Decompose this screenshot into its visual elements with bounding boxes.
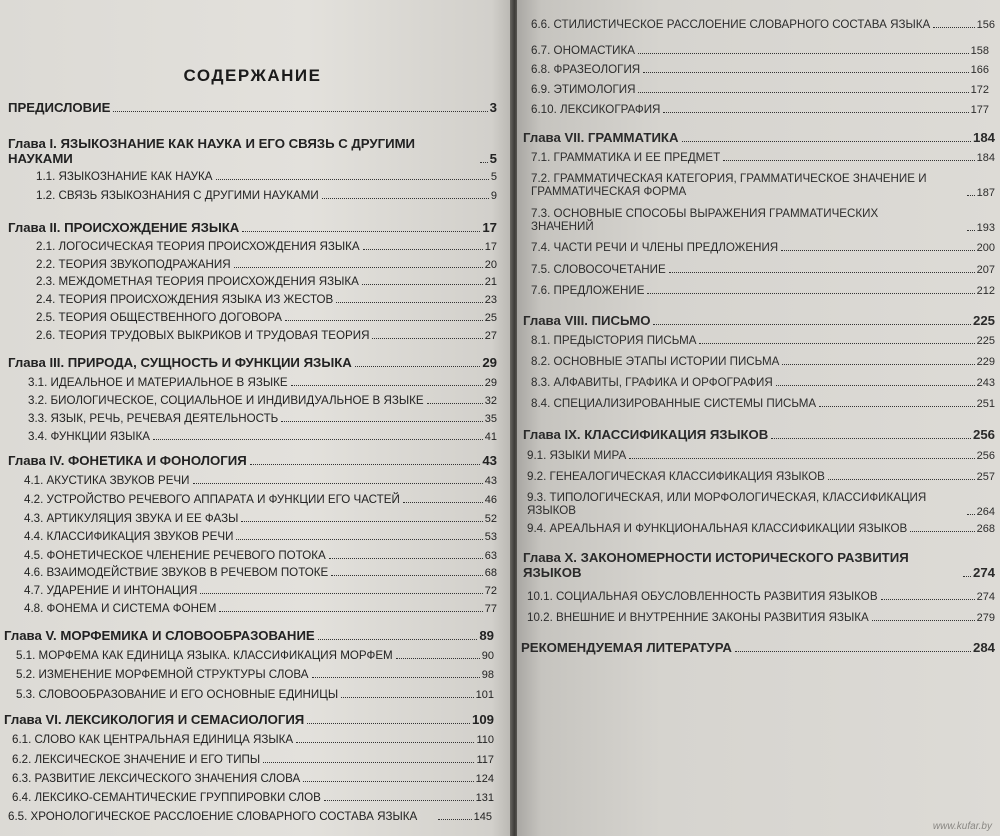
toc-entry-title: 4.6. ВЗАИМОДЕЙСТВИЕ ЗВУКОВ В РЕЧЕВОМ ПОТОКЕ bbox=[24, 566, 329, 579]
toc-page-number: 101 bbox=[475, 689, 494, 702]
toc-section bbox=[527, 470, 995, 483]
toc-section bbox=[36, 258, 497, 271]
toc-section bbox=[8, 810, 492, 823]
toc-section bbox=[527, 611, 995, 624]
toc-entry-title: 4.7. УДАРЕНИЕ И ИНТОНАЦИЯ bbox=[24, 584, 198, 597]
toc-page-number: 184 bbox=[972, 130, 995, 146]
dot-leader bbox=[682, 140, 971, 142]
toc-page-number: 172 bbox=[970, 84, 989, 97]
dot-leader bbox=[242, 230, 480, 232]
toc-entry-title: 1.1. ЯЗЫКОЗНАНИЕ КАК НАУКА bbox=[36, 170, 213, 183]
toc-entry-title: 6.6. СТИЛИСТИЧЕСКОЕ РАССЛОЕНИЕ СЛОВАРНОГО СОСТАВА ЯЗЫКА bbox=[531, 18, 931, 31]
dot-leader bbox=[819, 405, 974, 407]
toc-section bbox=[24, 584, 497, 597]
toc-entry-title: 3.1. ИДЕАЛЬНОЕ И МАТЕРИАЛЬНОЕ В ЯЗЫКЕ bbox=[28, 376, 288, 389]
toc-page-number: 63 bbox=[484, 550, 497, 563]
toc-entry-title: 2.2. ТЕОРИЯ ЗВУКОПОДРАЖАНИЯ bbox=[36, 258, 231, 271]
toc-section bbox=[36, 293, 497, 306]
toc-section bbox=[531, 355, 995, 368]
watermark: www.kufar.by bbox=[932, 821, 992, 832]
toc-entry-title: 6.7. ОНОМАСТИКА bbox=[531, 44, 635, 57]
dot-leader bbox=[372, 337, 482, 339]
toc-section bbox=[24, 474, 497, 487]
toc-page-number: 98 bbox=[481, 669, 494, 682]
toc-section bbox=[24, 566, 497, 579]
toc-page-number: 3 bbox=[489, 100, 497, 116]
toc-page-number: 284 bbox=[972, 640, 995, 656]
toc-page-number: 124 bbox=[475, 773, 494, 786]
dot-leader bbox=[303, 780, 473, 782]
toc-page-number: 35 bbox=[484, 413, 497, 426]
toc-page-number: 17 bbox=[482, 220, 497, 236]
toc-page-number: 264 bbox=[976, 505, 995, 518]
toc-page-number: 77 bbox=[484, 603, 497, 616]
toc-entry-title: 8.2. ОСНОВНЫЕ ЭТАПЫ ИСТОРИИ ПИСЬМА bbox=[531, 355, 780, 368]
toc-entry-title: Глава V. МОРФЕМИКА И СЛОВООБРАЗОВАНИЕ bbox=[4, 628, 315, 643]
dot-leader bbox=[281, 420, 482, 422]
toc-entry-title: 7.4. ЧАСТИ РЕЧИ И ЧЛЕНЫ ПРЕДЛОЖЕНИЯ bbox=[531, 241, 779, 254]
toc-section bbox=[28, 412, 497, 425]
dot-leader bbox=[967, 513, 975, 515]
dot-leader bbox=[355, 365, 481, 367]
toc-chapter bbox=[8, 220, 497, 235]
toc-entry-title: 9.4. АРЕАЛЬНАЯ И ФУНКЦИОНАЛЬНАЯ КЛАССИФИКАЦИИ ЯЗЫКОВ bbox=[527, 522, 908, 535]
toc-section bbox=[28, 394, 497, 407]
dot-leader bbox=[324, 799, 474, 801]
toc-page-number: 207 bbox=[976, 264, 995, 277]
toc-section bbox=[16, 668, 494, 681]
dot-leader bbox=[312, 676, 480, 678]
toc-section bbox=[12, 791, 494, 804]
toc-entry-title: 2.1. ЛОГОСИЧЕСКАЯ ТЕОРИЯ ПРОИСХОЖДЕНИЯ ЯЗЫКА bbox=[36, 240, 360, 253]
toc-page-number: 72 bbox=[484, 585, 497, 598]
toc-page-number: 53 bbox=[484, 531, 497, 544]
toc-page-number: 200 bbox=[976, 242, 995, 255]
toc-chapter bbox=[8, 100, 497, 115]
toc-page-number: 29 bbox=[484, 377, 497, 390]
toc-entry-title: 6.3. РАЗВИТИЕ ЛЕКСИЧЕСКОГО ЗНАЧЕНИЯ СЛОВА bbox=[12, 772, 301, 785]
dot-leader bbox=[263, 761, 474, 763]
toc-page-number: 229 bbox=[976, 356, 995, 369]
dot-leader bbox=[872, 619, 975, 621]
toc-entry-title: 10.1. СОЦИАЛЬНАЯ ОБУСЛОВЛЕННОСТЬ РАЗВИТИЯ ЯЗЫКОВ bbox=[527, 590, 878, 603]
toc-chapter bbox=[523, 130, 995, 145]
toc-page-number: 5 bbox=[489, 151, 497, 167]
toc-page-number: 21 bbox=[484, 276, 497, 289]
dot-leader bbox=[782, 363, 974, 365]
right-page bbox=[517, 0, 1000, 836]
dot-leader bbox=[322, 197, 489, 199]
dot-leader bbox=[967, 229, 975, 231]
toc-entry-title: Глава II. ПРОИСХОЖДЕНИЕ ЯЗЫКА bbox=[8, 220, 240, 235]
toc-entry-title: 6.4. ЛЕКСИКО-СЕМАНТИЧЕСКИЕ ГРУППИРОВКИ СЛОВ bbox=[12, 791, 321, 804]
toc-entry-title: Глава X. ЗАКОНОМЕРНОСТИ ИСТОРИЧЕСКОГО РАЗВИТИЯ ЯЗЫКОВ bbox=[523, 550, 909, 581]
toc-section bbox=[12, 772, 494, 785]
dot-leader bbox=[341, 696, 474, 698]
toc-chapter bbox=[8, 453, 497, 468]
toc-entry-title: 3.2. БИОЛОГИЧЕСКОЕ, СОЦИАЛЬНОЕ И ИНДИВИДУАЛЬНОЕ В ЯЗЫКЕ bbox=[28, 394, 424, 407]
toc-entry-title: Глава VIII. ПИСЬМО bbox=[523, 313, 651, 328]
toc-entry-title: 3.4. ФУНКЦИИ ЯЗЫКА bbox=[28, 430, 150, 443]
toc-section bbox=[24, 493, 497, 506]
dot-leader bbox=[216, 178, 489, 180]
toc-entry-title: 4.5. ФОНЕТИЧЕСКОЕ ЧЛЕНЕНИЕ РЕЧЕВОГО ПОТОКА bbox=[24, 549, 326, 562]
toc-entry-title: Глава VI. ЛЕКСИКОЛОГИЯ И СЕМАСИОЛОГИЯ bbox=[4, 712, 305, 727]
dot-leader bbox=[427, 402, 483, 404]
toc-entry-title: 3.3. ЯЗЫК, РЕЧЬ, РЕЧЕВАЯ ДЕЯТЕЛЬНОСТЬ bbox=[28, 412, 279, 425]
toc-entry-title: 7.3. ОСНОВНЫЕ СПОСОБЫ ВЫРАЖЕНИЯ ГРАММАТИЧЕСКИХ ЗНАЧЕНИЙ bbox=[531, 207, 879, 234]
dot-leader bbox=[438, 818, 471, 820]
dot-leader bbox=[331, 574, 482, 576]
toc-page-number: 89 bbox=[479, 628, 494, 644]
toc-entry-title: 1.2. СВЯЗЬ ЯЗЫКОЗНАНИЯ С ДРУГИМИ НАУКАМИ bbox=[36, 189, 319, 202]
toc-page-number: 52 bbox=[484, 513, 497, 526]
dot-leader bbox=[781, 249, 974, 251]
dot-leader bbox=[307, 722, 470, 724]
toc-section bbox=[527, 590, 995, 603]
toc-section bbox=[12, 753, 494, 766]
toc-section bbox=[531, 397, 995, 410]
dot-leader bbox=[329, 557, 483, 559]
toc-page-number: 251 bbox=[976, 398, 995, 411]
dot-leader bbox=[629, 457, 974, 459]
toc-entry-title: 4.3. АРТИКУЛЯЦИЯ ЗВУКА И ЕЕ ФАЗЫ bbox=[24, 512, 239, 525]
toc-entry-title: 6.2. ЛЕКСИЧЕСКОЕ ЗНАЧЕНИЕ И ЕГО ТИПЫ bbox=[12, 753, 261, 766]
toc-section bbox=[531, 376, 995, 389]
toc-page-number: 274 bbox=[972, 565, 995, 581]
toc-entry-title: 4.2. УСТРОЙСТВО РЕЧЕВОГО АППАРАТА И ФУНКЦИИ ЕГО ЧАСТЕЙ bbox=[24, 493, 400, 506]
toc-section bbox=[527, 491, 995, 518]
toc-entry-title: Глава IV. ФОНЕТИКА И ФОНОЛОГИЯ bbox=[8, 453, 247, 468]
dot-leader bbox=[735, 650, 971, 652]
toc-entry-title: 6.8. ФРАЗЕОЛОГИЯ bbox=[531, 63, 641, 76]
toc-section bbox=[12, 733, 494, 746]
toc-section bbox=[36, 311, 497, 324]
toc-page-number: 184 bbox=[976, 152, 995, 165]
dot-leader bbox=[291, 384, 483, 386]
dot-leader bbox=[723, 159, 974, 161]
toc-entry-title: 9.2. ГЕНЕАЛОГИЧЕСКАЯ КЛАССИФИКАЦИЯ ЯЗЫКОВ bbox=[527, 470, 825, 483]
toc-chapter bbox=[523, 550, 995, 580]
toc-entry-title: 7.2. ГРАММАТИЧЕСКАЯ КАТЕГОРИЯ, ГРАММАТИЧЕСКОЕ ЗНАЧЕНИЕ И ГРАММАТИЧЕСКАЯ ФОРМА bbox=[531, 172, 927, 199]
toc-page-number: 225 bbox=[972, 313, 995, 329]
toc-entry-title: Глава VII. ГРАММАТИКА bbox=[523, 130, 679, 145]
toc-chapter bbox=[523, 427, 995, 442]
dot-leader bbox=[234, 266, 483, 268]
toc-entry-title: 7.1. ГРАММАТИКА И ЕЕ ПРЕДМЕТ bbox=[531, 151, 721, 164]
toc-section bbox=[527, 449, 995, 462]
toc-section bbox=[527, 522, 995, 535]
toc-entry-title: 2.5. ТЕОРИЯ ОБЩЕСТВЕННОГО ДОГОВОРА bbox=[36, 311, 283, 324]
dot-leader bbox=[285, 319, 483, 321]
toc-section bbox=[531, 44, 989, 57]
toc-chapter bbox=[8, 355, 497, 370]
toc-page-number: 20 bbox=[484, 259, 497, 272]
toc-section bbox=[531, 172, 995, 199]
toc-page-number: 117 bbox=[476, 754, 494, 767]
toc-section bbox=[16, 688, 494, 701]
toc-page-number: 23 bbox=[484, 294, 497, 307]
toc-entry-title: 2.6. ТЕОРИЯ ТРУДОВЫХ ВЫКРИКОВ И ТРУДОВАЯ ТЕОРИЯ bbox=[36, 329, 370, 342]
toc-entry-title: 5.2. ИЗМЕНЕНИЕ МОРФЕМНОЙ СТРУКТУРЫ СЛОВА bbox=[16, 668, 309, 681]
dot-leader bbox=[638, 52, 969, 54]
toc-page-number: 257 bbox=[976, 471, 995, 484]
toc-page-number: 256 bbox=[972, 427, 995, 443]
toc-page-number: 5 bbox=[490, 171, 497, 184]
toc-section bbox=[531, 18, 995, 31]
toc-page-number: 32 bbox=[484, 395, 497, 408]
toc-title: СОДЕРЖАНИЕ bbox=[183, 66, 322, 85]
toc-section bbox=[531, 284, 995, 297]
toc-page-number: 68 bbox=[484, 567, 497, 580]
toc-page-number: 177 bbox=[970, 104, 989, 117]
toc-chapter bbox=[4, 628, 494, 643]
toc-section bbox=[531, 103, 989, 116]
dot-leader bbox=[362, 283, 483, 285]
dot-leader bbox=[647, 292, 974, 294]
toc-entry-title: Глава III. ПРИРОДА, СУЩНОСТЬ И ФУНКЦИИ ЯЗЫКА bbox=[8, 355, 352, 370]
dot-leader bbox=[480, 161, 488, 163]
toc-page-number: 256 bbox=[976, 450, 995, 463]
toc-section bbox=[36, 189, 497, 202]
toc-page-number: 187 bbox=[976, 186, 995, 199]
dot-leader bbox=[363, 248, 483, 250]
dot-leader bbox=[236, 538, 482, 540]
toc-section bbox=[16, 649, 494, 662]
toc-right-column bbox=[517, 0, 1000, 836]
dot-leader bbox=[296, 741, 474, 743]
toc-entry-title: 6.9. ЭТИМОЛОГИЯ bbox=[531, 83, 636, 96]
toc-page-number: 225 bbox=[976, 335, 995, 348]
toc-entry-title: РЕКОМЕНДУЕМАЯ ЛИТЕРАТУРА bbox=[521, 640, 732, 655]
toc-chapter bbox=[4, 712, 494, 727]
toc-page-number: 41 bbox=[484, 431, 497, 444]
toc-page-number: 279 bbox=[976, 612, 995, 625]
toc-entry-title: 9.3. ТИПОЛОГИЧЕСКАЯ, ИЛИ МОРФОЛОГИЧЕСКАЯ, КЛАССИФИКАЦИЯ ЯЗЫКОВ bbox=[527, 491, 927, 518]
toc-chapter bbox=[521, 640, 995, 655]
toc-entry-title: Глава IX. КЛАССИФИКАЦИЯ ЯЗЫКОВ bbox=[523, 427, 769, 442]
toc-entry-title: 8.3. АЛФАВИТЫ, ГРАФИКА И ОРФОГРАФИЯ bbox=[531, 376, 773, 389]
toc-entry-title: 5.1. МОРФЕМА КАК ЕДИНИЦА ЯЗЫКА. КЛАССИФИКАЦИЯ МОРФЕМ bbox=[16, 649, 393, 662]
toc-entry-title: 4.1. АКУСТИКА ЗВУКОВ РЕЧИ bbox=[24, 474, 190, 487]
toc-section bbox=[531, 63, 989, 76]
toc-section bbox=[36, 240, 497, 253]
toc-page-number: 166 bbox=[970, 64, 989, 77]
dot-leader bbox=[318, 638, 478, 640]
toc-section bbox=[36, 329, 497, 342]
toc-page-number: 131 bbox=[475, 792, 494, 805]
toc-entry-title: 6.1. СЛОВО КАК ЦЕНТРАЛЬНАЯ ЕДИНИЦА ЯЗЫКА bbox=[12, 733, 294, 746]
toc-section bbox=[36, 275, 497, 288]
toc-section bbox=[24, 530, 497, 543]
toc-page-number: 29 bbox=[482, 355, 497, 371]
dot-leader bbox=[336, 301, 482, 303]
toc-entry-title: 2.3. МЕЖДОМЕТНАЯ ТЕОРИЯ ПРОИСХОЖДЕНИЯ ЯЗЫКА bbox=[36, 275, 359, 288]
toc-entry-title: 8.1. ПРЕДЫСТОРИЯ ПИСЬМА bbox=[531, 334, 697, 347]
toc-page-number: 27 bbox=[484, 330, 497, 343]
dot-leader bbox=[910, 530, 974, 532]
toc-entry-title: 2.4. ТЕОРИЯ ПРОИСХОЖДЕНИЯ ЯЗЫКА ИЗ ЖЕСТОВ bbox=[36, 293, 334, 306]
dot-leader bbox=[396, 657, 480, 659]
dot-leader bbox=[663, 111, 968, 113]
toc-page-number: 274 bbox=[976, 591, 995, 604]
toc-page-number: 243 bbox=[976, 377, 995, 390]
toc-entry-title: 7.6. ПРЕДЛОЖЕНИЕ bbox=[531, 284, 645, 297]
toc-entry-title: 4.4. КЛАССИФИКАЦИЯ ЗВУКОВ РЕЧИ bbox=[24, 530, 234, 543]
toc-chapter bbox=[523, 313, 995, 328]
toc-section bbox=[28, 376, 497, 389]
toc-page-number: 158 bbox=[970, 45, 989, 58]
dot-leader bbox=[403, 501, 483, 503]
toc-entry-title: Глава I. ЯЗЫКОЗНАНИЕ КАК НАУКА И ЕГО СВЯЗЬ С ДРУГИМИ НАУКАМИ bbox=[8, 136, 416, 167]
toc-section bbox=[531, 151, 995, 164]
dot-leader bbox=[241, 520, 482, 522]
toc-entry-title: 7.5. СЛОВОСОЧЕТАНИЕ bbox=[531, 263, 666, 276]
toc-page-number: 110 bbox=[476, 734, 494, 747]
toc-page-number: 43 bbox=[482, 453, 497, 469]
toc-page-number: 109 bbox=[471, 712, 494, 728]
toc-entry-title: 10.2. ВНЕШНИЕ И ВНУТРЕННИЕ ЗАКОНЫ РАЗВИТИЯ ЯЗЫКА bbox=[527, 611, 869, 624]
toc-section bbox=[531, 83, 989, 96]
toc-entry-title: 4.8. ФОНЕМА И СИСТЕМА ФОНЕМ bbox=[24, 602, 217, 615]
toc-section bbox=[24, 602, 497, 615]
toc-section bbox=[531, 207, 995, 234]
dot-leader bbox=[638, 91, 968, 93]
toc-page-number: 46 bbox=[484, 494, 497, 507]
toc-page-number: 90 bbox=[481, 650, 494, 663]
toc-section bbox=[531, 241, 995, 254]
dot-leader bbox=[643, 71, 968, 73]
dot-leader bbox=[219, 610, 482, 612]
dot-leader bbox=[881, 598, 975, 600]
toc-page-number: 9 bbox=[490, 190, 497, 203]
dot-leader bbox=[776, 384, 975, 386]
dot-leader bbox=[153, 438, 483, 440]
toc-section bbox=[24, 549, 497, 562]
toc-section bbox=[24, 512, 497, 525]
dot-leader bbox=[699, 342, 974, 344]
toc-page-number: 268 bbox=[976, 523, 995, 536]
toc-page-number: 212 bbox=[976, 285, 995, 298]
toc-entry-title: 9.1. ЯЗЫКИ МИРА bbox=[527, 449, 627, 462]
toc-page-number: 43 bbox=[484, 475, 497, 488]
dot-leader bbox=[828, 478, 975, 480]
dot-leader bbox=[113, 110, 487, 112]
toc-entry-title: 5.3. СЛОВООБРАЗОВАНИЕ И ЕГО ОСНОВНЫЕ ЕДИНИЦЫ bbox=[16, 688, 339, 701]
toc-entry-title: ПРЕДИСЛОВИЕ bbox=[8, 100, 111, 115]
toc-page-number: 17 bbox=[484, 241, 497, 254]
toc-chapter bbox=[8, 136, 497, 166]
dot-leader bbox=[200, 592, 482, 594]
dot-leader bbox=[653, 323, 971, 325]
dot-leader bbox=[193, 482, 483, 484]
toc-page-number: 25 bbox=[484, 312, 497, 325]
toc-section bbox=[531, 334, 995, 347]
dot-leader bbox=[771, 437, 971, 439]
toc-entry-title: 8.4. СПЕЦИАЛИЗИРОВАННЫЕ СИСТЕМЫ ПИСЬМА bbox=[531, 397, 817, 410]
dot-leader bbox=[669, 271, 975, 273]
toc-section bbox=[28, 430, 497, 443]
toc-page-number: 145 bbox=[473, 811, 492, 824]
dot-leader bbox=[933, 26, 974, 28]
toc-entry-title: 6.10. ЛЕКСИКОГРАФИЯ bbox=[531, 103, 661, 116]
dot-leader bbox=[967, 194, 975, 196]
dot-leader bbox=[250, 463, 481, 465]
toc-page-number: 156 bbox=[976, 19, 995, 32]
toc-entry-title: 6.5. ХРОНОЛОГИЧЕСКОЕ РАССЛОЕНИЕ СЛОВАРНОГО СОСТАВА ЯЗЫКА bbox=[8, 810, 418, 823]
toc-page-number: 193 bbox=[976, 221, 995, 234]
dot-leader bbox=[963, 575, 971, 577]
toc-section bbox=[36, 170, 497, 183]
toc-section bbox=[531, 263, 995, 276]
